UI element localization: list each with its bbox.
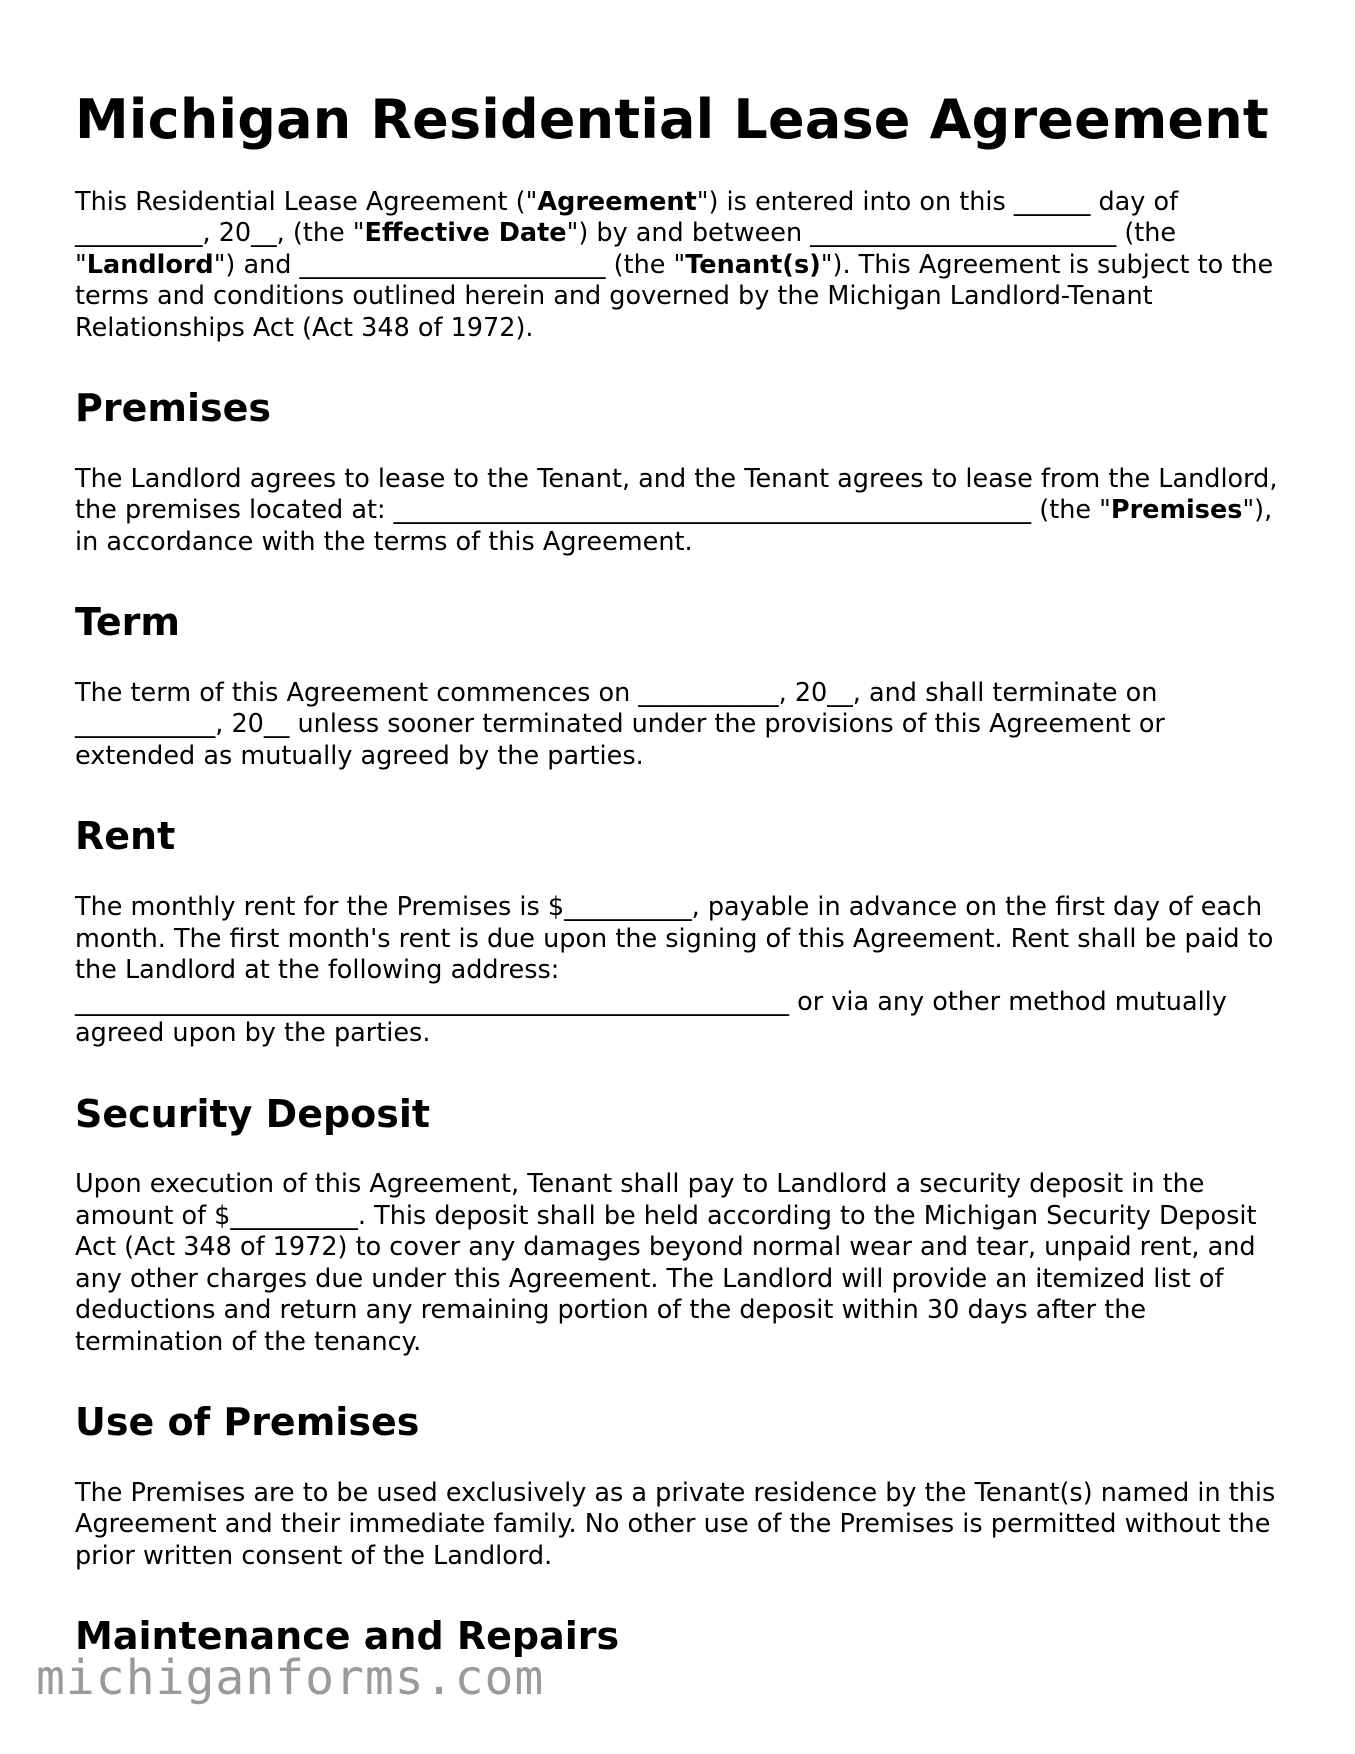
security-deposit-heading: Security Deposit — [75, 1091, 431, 1136]
premises-paragraph — [75, 464, 1280, 559]
agreement-term: Agreement — [537, 186, 697, 217]
document-page — [75, 88, 1280, 1692]
term-heading: Term — [75, 600, 180, 645]
site-watermark: michiganforms.com — [36, 1650, 545, 1706]
use-of-premises-paragraph: The Premises are to be used exclusively as a private residence by the Tenant(s) named in this Agreement and their immediate family. No other use of the Premises is permitted without the prior written consent of the Landlord. — [75, 1477, 1276, 1571]
premises-text-2: "), in accordance with the terms of this Agreement. — [75, 495, 1273, 557]
intro-text-1: This Residential Lease Agreement (" — [75, 186, 538, 217]
premises-term: Premises — [1110, 495, 1243, 526]
intro-text-2: ") is entered into on this ______ day of __________, 20__, (the " — [75, 186, 1179, 249]
maintenance-heading: Maintenance and Repairs — [75, 1614, 620, 1659]
intro-text-5: "). This Agreement is subject to the terms and conditions outlined herein and governed by the Michigan Landlord-Tenant Relationships Act (Act 348 of 1972). — [75, 249, 1274, 343]
premises-text-1: The Landlord agrees to lease to the Tenant, and the Tenant agrees to lease from the Landlord, the premises located at: __________________________________________________ (the " — [75, 463, 1278, 526]
term-section — [75, 600, 1280, 772]
premises-section — [75, 386, 1280, 558]
intro-text-3: ") by and between ________________________ (the " — [75, 218, 1177, 280]
use-of-premises-heading: Use of Premises — [75, 1400, 420, 1445]
intro-text-4: ") and ________________________ (the " — [213, 249, 686, 280]
term-paragraph: The term of this Agreement commences on ___________, 20__, and shall terminate on ___________, 20__ unless sooner terminated under the provisions of this Agreement or extended as mutually agreed by the parties. — [75, 677, 1165, 771]
rent-heading: Rent — [75, 814, 176, 859]
intro-paragraph — [75, 187, 1280, 345]
use-of-premises-section — [75, 1400, 1280, 1572]
landlord-term: Landlord — [86, 249, 214, 280]
security-deposit-paragraph: Upon execution of this Agreement, Tenant shall pay to Landlord a security deposit in the amount of $__________. This deposit shall be held according to the Michigan Security Deposit Act (Act 348 of 1972) to cover any damages beyond normal wear and tear, unpaid rent, and any other charges due under this Agreement. The Landlord will provide an itemized list of deductions and return any remaining portion of the deposit within 30 days after the termination of the tenancy. — [75, 1169, 1257, 1357]
rent-section — [75, 814, 1280, 1049]
effective-date-term: Effective Date — [364, 218, 567, 249]
security-deposit-section — [75, 1092, 1280, 1359]
tenant-term: Tenant(s) — [685, 249, 821, 280]
document-title: Michigan Residential Lease Agreement — [75, 88, 1269, 151]
rent-paragraph: The monthly rent for the Premises is $__________, payable in advance on the first day of each month. The first month's rent is due upon the signing of this Agreement. Rent shall be paid to the Landlord at the following address: ________________________________________________________ or via any other method mutually agreed upon by the parties. — [75, 892, 1274, 1049]
premises-heading: Premises — [75, 386, 271, 431]
